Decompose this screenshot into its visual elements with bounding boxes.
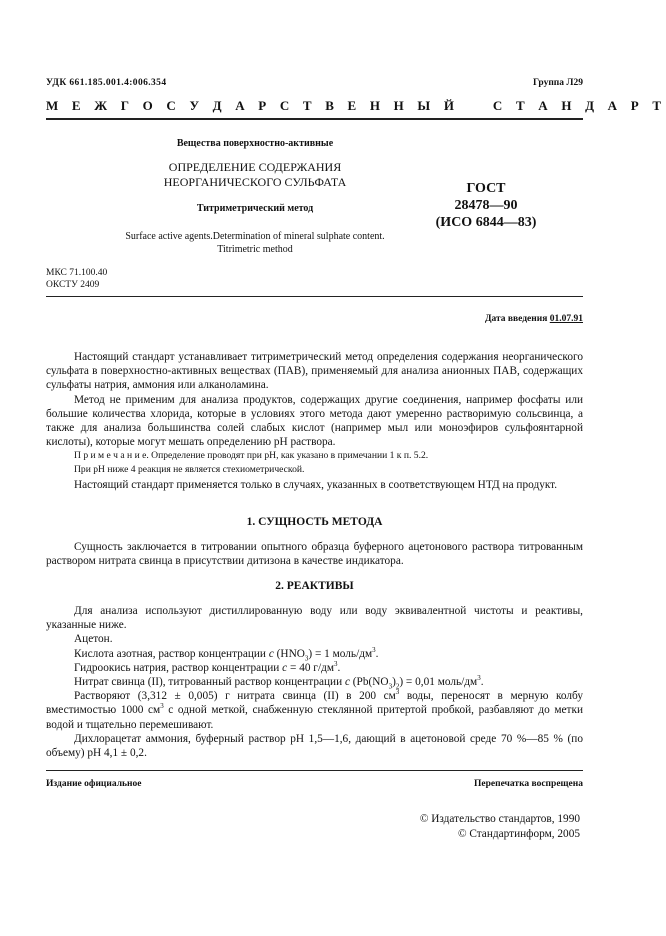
- okstu-code: ОКСТУ 2409: [46, 280, 100, 290]
- standard-banner: М Е Ж Г О С У Д А Р С Т В Е Н Н Ы Й С Т А Н Д А Р Т: [46, 98, 666, 113]
- english-line-1: Surface active agents.Determination of mineral sulphate content.: [125, 231, 385, 242]
- section-2-heading: 2. РЕАКТИВЫ: [275, 580, 354, 592]
- intro-paragraph-1: Настоящий стандарт устанавливает титриметрический метод определения содержания неорганического сульфата в поверхностно-активных веществах (ПАВ), применяемый для анализа анионных ПАВ, содержащих сульфаты натрия, аммония или алканоламина.: [46, 351, 583, 392]
- official-edition: Издание официальное: [46, 779, 142, 789]
- section-1-heading: 1. СУЩНОСТЬ МЕТОДА: [246, 516, 383, 528]
- copyright-1990: © Издательство стандартов, 1990: [419, 813, 580, 825]
- lead-nitrate-preparation: Растворяют (3,312 ± 0,005) г нитрата свинца (II) в 200 $см^3$ воды, переносят в мерную колбу вместимостью 1000 $см^3$ с одной меткой, снабженную стеклянной притертой пробкой, разбавляют до метки водой и тщательно перемешивают.: [46, 688, 583, 731]
- section-1-paragraph: Сущность заключается в титровании опытного образца буферного ацетонового раствора титрованным раствором нитрата свинца в присутствии дитизона в качестве индикатора.: [46, 541, 583, 568]
- classification-rule: [46, 296, 583, 297]
- title-line-2: НЕОРГАНИЧЕСКОГО СУЛЬФАТА: [163, 175, 347, 189]
- reagent-buffer: Дихлорацетат аммония, буферный раствор pH 1,5—1,6, дающий в ацетоновой среде 70 %—85 % (по объему) pH 4,1 ± 0,2.: [46, 732, 583, 760]
- english-title: [92, 230, 418, 256]
- iso-number: (ИСО 6844—83): [435, 215, 537, 230]
- mks-code: МКС 71.100.40: [46, 268, 108, 278]
- intro-paragraph-3: Настоящий стандарт применяется только в случаях, указанных в соответствующем НТД на продукт.: [74, 478, 558, 491]
- effective-date-label: Дата введения: [484, 314, 548, 324]
- intro-section: [46, 350, 583, 492]
- gost-designation: [424, 180, 548, 231]
- subtitle-text: Титриметрический метод: [196, 203, 314, 214]
- reagent-lead-nitrate: Нитрат свинца (II), титрованный раствор концентрации c $(Pb(NO_3)_2) = 0,01$ моль/$дм^3$.: [74, 674, 484, 691]
- classification-codes: [46, 267, 107, 291]
- footer-rule: [46, 770, 583, 771]
- copyright-block: [360, 812, 580, 841]
- document-title: [140, 160, 370, 190]
- reagent-acetone: Ацетон.: [74, 633, 113, 646]
- udk-code: УДК 661.185.001.4:006.354: [46, 78, 167, 88]
- section-1-body: [46, 540, 583, 568]
- reprint-prohibited: Перепечатка воспрещена: [473, 779, 583, 789]
- intro-note-1: П р и м е ч а н и е. Определение проводят при pH, как указано в примечании 1 к п. 5.2.: [74, 450, 429, 462]
- title-line-1: ОПРЕДЕЛЕНИЕ СОДЕРЖАНИЯ: [168, 160, 342, 174]
- effective-date-value: 01.07.91: [549, 314, 583, 324]
- reagent-sodium-hydroxide: Гидроокись натрия, раствор концентрации c = 40 $г/дм^3$.: [74, 660, 341, 674]
- gost-label: ГОСТ: [466, 181, 506, 196]
- copyright-2005: © Стандартинформ, 2005: [457, 827, 580, 840]
- reagent-nitric-acid: Кислота азотная, раствор концентрации c $(HNO_3) = 1$ моль/$дм^3$.: [74, 645, 379, 662]
- english-line-2: Titrimetric method: [217, 244, 293, 255]
- intro-paragraph-2: Метод не применим для анализа продуктов, содержащих другие соединения, например фосфаты или большие количества хлорида, которые в условиях этого метода дают умеренно растворимую сольсвинца, а также для анализа большинства солей слабых кислот (например мыл или моноэфиров сульфоянтарной кислоты), которые могут мешать определению pH раствора.: [46, 393, 583, 449]
- gost-number: 28478—90: [454, 198, 518, 213]
- section-2-body: [46, 604, 583, 760]
- group-code: Группа Л29: [532, 78, 583, 88]
- header-rule: [46, 118, 583, 120]
- intro-note-2: При pH ниже 4 реакция не является стехиометрической.: [74, 464, 305, 476]
- reagents-intro: Для анализа используют дистиллированную воду или воду эквивалентной чистоты и реактивы, указанные ниже.: [46, 605, 583, 632]
- category-text: Вещества поверхностно-активные: [176, 138, 334, 149]
- effective-date: [420, 314, 583, 324]
